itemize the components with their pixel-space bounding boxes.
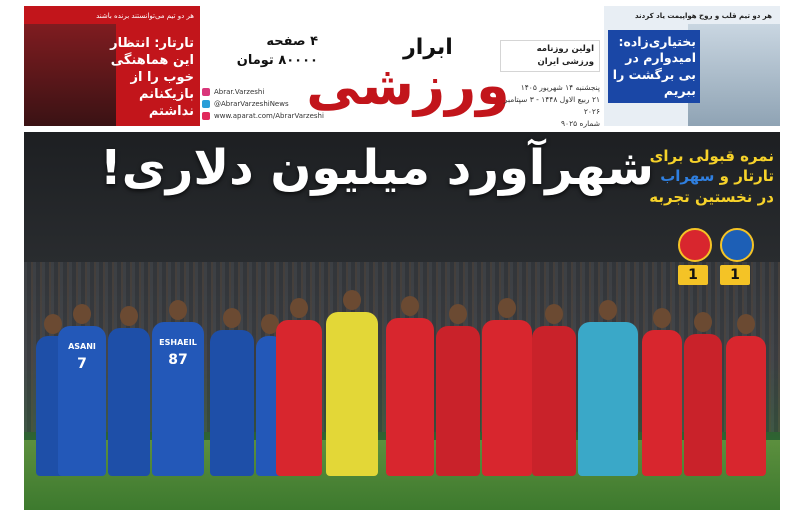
logo-big-text: ورزشی [306,54,510,117]
player-blue: ASANI 7 [58,326,106,476]
teaser-kicker: هر دو تیم می‌توانستند برنده باشند [96,12,194,20]
coach-name-1: تارتار [734,167,774,186]
persepolis-crest-icon [678,228,712,262]
coach-name-2: سهراب [660,167,715,186]
player-blue: ESHAEIL 87 [152,322,204,476]
player-blue [210,330,254,476]
dateline: پنجشنبه ۱۴ شهریور ۱۴۰۵ ۲۱ ربیع الاول ۱۴۴۸ - ۳ سپتامبر ۲۰۲۶ شماره ۹۰۲۵ [500,82,600,130]
player-red [482,320,532,476]
price-box [206,34,318,68]
player-red [726,336,766,476]
player-red [642,330,682,476]
subheadline: نمره قبولی برای تارتار و سهراب در نخستین تجربه [649,147,774,206]
player-red [532,326,576,476]
goalkeeper [326,312,378,476]
page-count: ۴ صفحه [266,34,318,49]
masthead [0,0,800,132]
player-blue [108,328,150,476]
player-red [684,334,722,476]
main-photo [24,132,780,510]
issue-number: شماره ۹۰۲۵ [561,118,600,128]
masthead-info [500,40,600,130]
teaser-photo-coach [24,24,116,126]
right-teaser[interactable] [604,6,780,126]
score-esteghlal: 1 [720,265,750,285]
slogan-badge: اولین روزنامه ورزشی ایران [500,40,600,72]
logo-small-text: ابرار [403,35,453,60]
score-persepolis: 1 [678,265,708,285]
telegram-icon [202,100,210,108]
aparat-icon [202,112,210,120]
team-persepolis [678,228,710,285]
main-headline: شهرآورد میلیون دلاری! [99,140,654,196]
staff-member [578,322,638,476]
newspaper-logo [306,18,510,122]
price: ۸۰۰۰۰ تومان [236,53,318,68]
teaser-headline: بختیاری‌زاده: امیدوارم در بی برگشت را ببریم [608,30,700,103]
instagram-link[interactable]: Abrar.Varzeshi [202,86,332,98]
teaser-kicker: هر دو تیم قلب و روح هواپیمت یاد کردند [634,12,772,20]
esteghlal-crest-icon [720,228,754,262]
team-esteghlal [720,228,752,285]
teaser-photo-coach [688,24,780,126]
teaser-headline: تارتار: انتظار این هماهنگی خوب را از بازیکنانم نداشتم [110,36,194,119]
instagram-icon [202,88,210,96]
player-red [436,326,480,476]
player-red [276,320,322,476]
telegram-link[interactable]: @AbrarVarzeshiNews [202,98,332,110]
aparat-link[interactable]: www.aparat.com/AbrarVarzeshi [202,110,332,122]
player-red [386,318,434,476]
left-teaser[interactable] [24,6,200,126]
score-box [678,228,752,286]
